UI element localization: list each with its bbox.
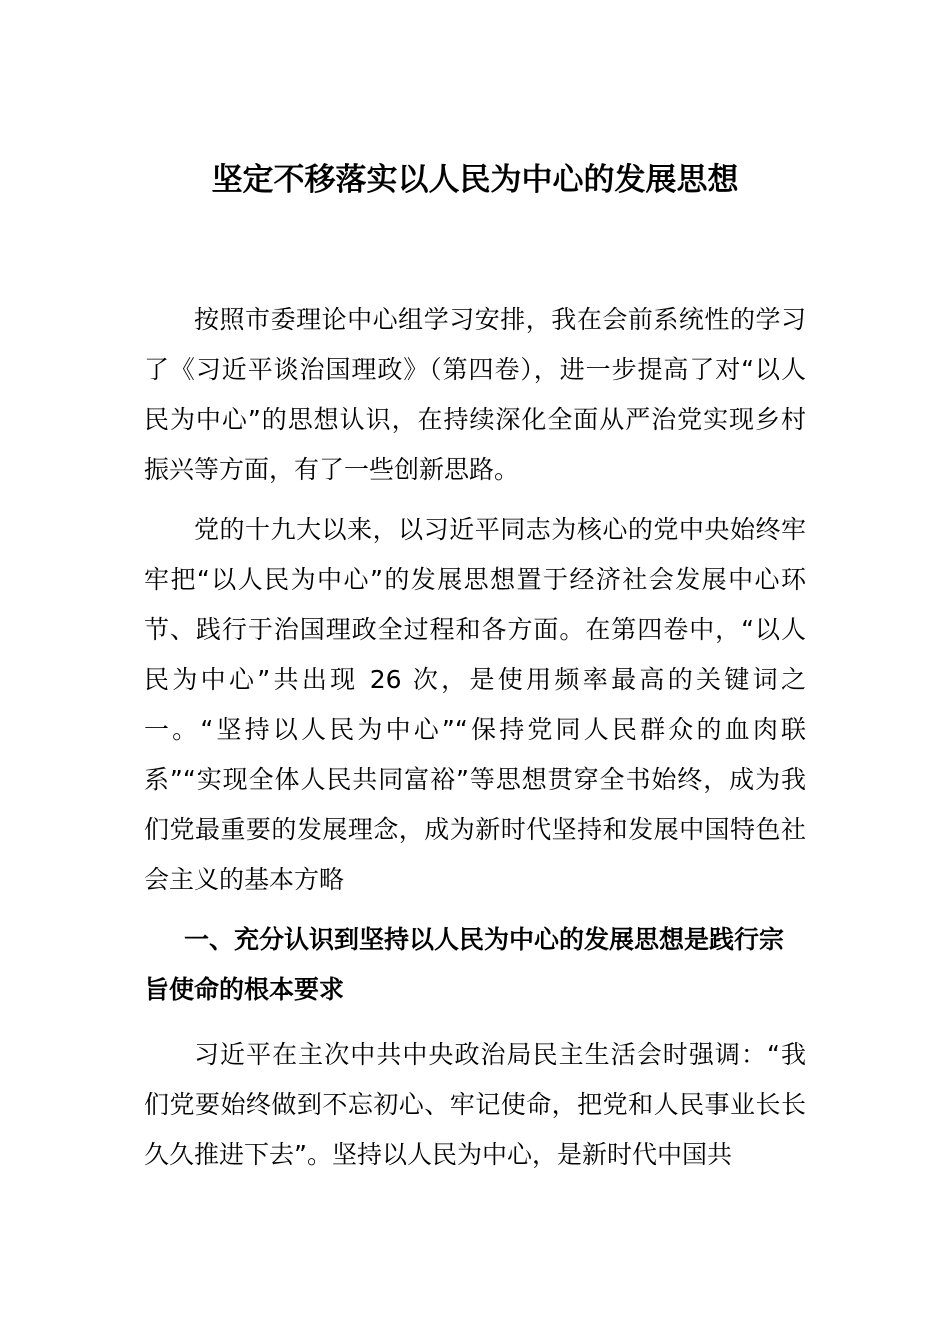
section-paragraph: 习近平在主次中共中央政治局民主生活会时强调：“我们党要始终做到不忘初心、牢记使命，把党和人民事业长长久久推进下去”。坚持以人民为中心，是新时代中国共 <box>144 1040 806 1169</box>
paragraph-background: 党的十九大以来，以习近平同志为核心的党中央始终牢牢把“以人民为中心”的发展思想置于经济社会发展中心环节、践行于治国理政全过程和各方面。在第四卷中，“以人民为中心”共出现 26 次，是使用频率最高的关键词之一。“坚持以人民为中心”“保持党同人民群众的血肉联系”“实现全体人民共同富裕”等思想贯穿全书始终，成为我们党最重要的发展理念，成为新时代坚持和发展中国特色社会主义的基本方略 <box>144 515 806 894</box>
section-heading: 一、充分认识到坚持以人民为中心的发展思想是践行宗旨使命的根本要求 <box>144 925 785 1004</box>
document-title: 坚定不移落实以人民为中心的发展思想 <box>211 162 739 198</box>
paragraph-intro: 按照市委理论中心组学习安排，我在会前系统性的学习了《习近平谈治国理政》（第四卷），进一步提高了对“以人民为中心”的思想认识，在持续深化全面从严治党实现乡村振兴等方面，有了一些创新思路。 <box>144 305 806 484</box>
